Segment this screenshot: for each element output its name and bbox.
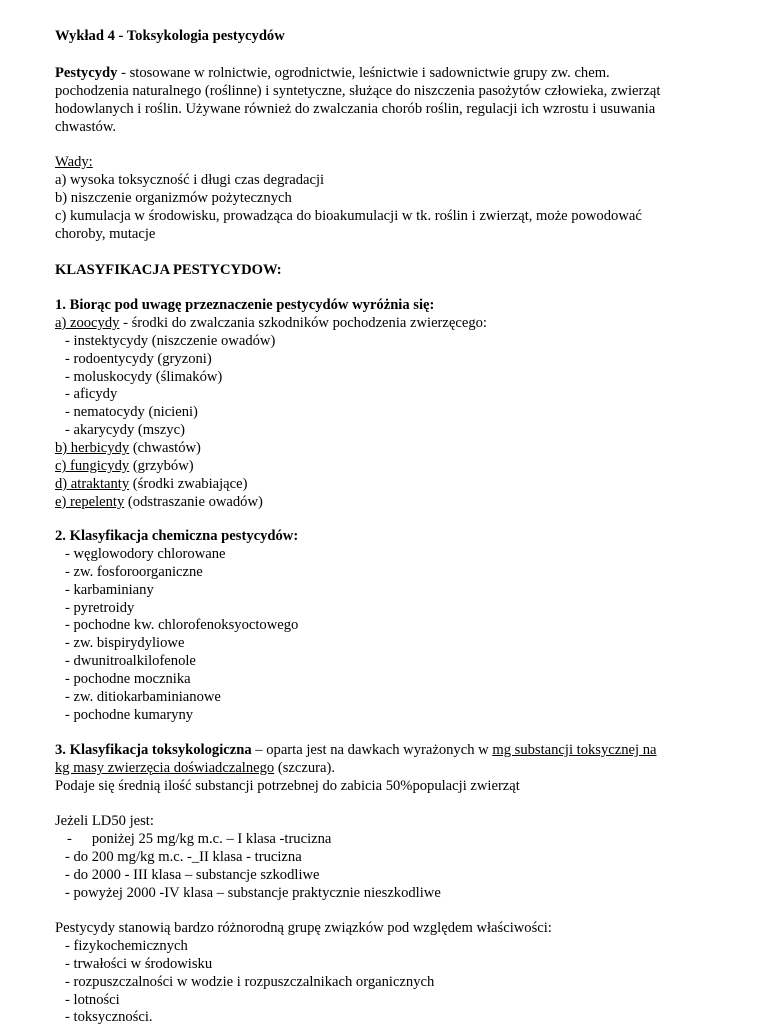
repelenty-description: (odstraszanie owadów) (124, 493, 263, 510)
intro-line-2: pochodzenia naturalnego (roślinne) i syntetyczne, służące do niszczenia pasożytów człowieka, zwierząt (55, 82, 661, 99)
wady-item: a) wysoka toksyczność i długi czas degradacji (55, 171, 325, 188)
intro-line-3: hodowlanych i roślin. Używane również do zwalczania chorób roślin, regulacji ich wzrostu i usuwania (55, 100, 656, 117)
intro-term: Pestycydy (55, 65, 118, 81)
intro-paragraph (55, 65, 715, 137)
chemical-class-item: - pochodne kw. chlorofenoksyoctowego (65, 617, 299, 634)
ld50-section (55, 813, 715, 902)
atraktanty-label: d) atraktanty (55, 475, 130, 492)
zoocydy-item: - rodoentycydy (gryzoni) (65, 350, 212, 367)
section-3-underline-2: kg masy zwierzęcia doświadczalnego (55, 759, 275, 776)
property-item: - lotności (65, 991, 120, 1008)
zoocydy-label: a) zoocydy (55, 314, 120, 331)
chemical-class-item: - pochodne kumaryny (65, 706, 194, 723)
herbicydy-label: b) herbicydy (55, 440, 130, 457)
section-3-line-3: Podaje się średnią ilość substancji potrzebnej do zabicia 50%populacji zwierząt (55, 777, 520, 794)
zoocydy-description: - środki do zwalczania szkodników pochodzenia zwierzęcego: (119, 314, 487, 331)
herbicydy-description: (chwastów) (129, 440, 201, 457)
property-item: - trwałości w środowisku (65, 955, 213, 972)
property-item: - rozpuszczalności w wodzie i rozpuszczalnikach organicznych (65, 973, 435, 990)
ld50-item: - powyżej 2000 -IV klasa – substancje praktycznie nieszkodliwe (65, 884, 441, 901)
chemical-class-item: - karbaminiany (65, 581, 154, 598)
section-1 (55, 297, 715, 512)
chemical-class-item: - węglowodory chlorowane (65, 545, 226, 562)
ld50-intro: Jeżeli LD50 jest: (55, 813, 154, 829)
zoocydy-item: - nematocydy (nicieni) (65, 404, 198, 421)
section-3-underline-1: mg substancji toksycznej na (492, 742, 657, 758)
property-item: - fizykochemicznych (65, 937, 188, 954)
section-2-heading: 2. Klasyfikacja chemiczna pestycydów: (55, 528, 299, 544)
property-item: - toksyczności. (65, 1009, 153, 1026)
chemical-class-item: - pochodne mocznika (65, 671, 191, 688)
chemical-class-item: - pyretroidy (65, 599, 135, 616)
section-3-text-1: – oparta jest na dawkach wyrażonych w (251, 742, 493, 758)
properties-intro: Pestycydy stanowią bardzo różnorodną grupę związków pod względem właściwości: (55, 920, 552, 936)
section-1-heading: 1. Biorąc pod uwagę przeznaczenie pestycydów wyróżnia się: (55, 297, 435, 313)
zoocydy-item: - moluskocydy (ślimaków) (65, 368, 223, 385)
wady-section (55, 154, 715, 243)
section-2 (55, 528, 715, 725)
section-3 (55, 742, 715, 796)
section-3-heading: 3. Klasyfikacja toksykologiczna (55, 742, 252, 758)
atraktanty-description: (środki zwabiające) (129, 475, 248, 492)
intro-line-4: chwastów. (55, 118, 117, 135)
fungicydy-label: c) fungicydy (55, 458, 130, 475)
zoocydy-item: - akarycydy (mszyc) (65, 422, 185, 439)
section-3-text-2: (szczura). (274, 759, 335, 776)
classification-heading-text: KLASYFIKACJA PESTYCYDOW: (55, 262, 282, 278)
classification-heading (55, 262, 715, 280)
ld50-item: - do 200 mg/kg m.c. -_II klasa - trucizna (65, 848, 302, 865)
wady-item: c) kumulacja w środowisku, prowadząca do bioakumulacji w tk. roślin i zwierząt, może powodować (55, 207, 642, 224)
title-text: Wykład 4 - Toksykologia pestycydów (55, 28, 285, 44)
zoocydy-item: - aficydy (65, 386, 118, 403)
wady-heading: Wady: (55, 154, 93, 170)
ld50-item: - do 2000 - III klasa – substancje szkodliwe (65, 866, 320, 883)
chemical-class-item: - zw. fosforoorganiczne (65, 563, 203, 580)
chemical-class-item: - zw. bispirydyliowe (65, 635, 185, 652)
properties-section (55, 920, 715, 1027)
document-title (55, 28, 715, 46)
wady-item: b) niszczenie organizmów pożytecznych (55, 189, 292, 206)
fungicydy-description: (grzybów) (129, 458, 194, 475)
zoocydy-item: - instektycydy (niszczenie owadów) (65, 332, 276, 349)
chemical-class-item: - zw. ditiokarbaminianowe (65, 689, 221, 706)
chemical-class-item: - dwunitroalkilofenole (65, 653, 196, 670)
wady-item: choroby, mutacje (55, 225, 156, 242)
intro-line-1: - stosowane w rolnictwie, ogrodnictwie, leśnictwie i sadownictwie grupy zw. chem. (117, 65, 610, 81)
repelenty-label: e) repelenty (55, 493, 125, 510)
ld50-first-dash: - (67, 830, 72, 847)
ld50-item: poniżej 25 mg/kg m.c. – I klasa -trucizna (91, 830, 332, 847)
